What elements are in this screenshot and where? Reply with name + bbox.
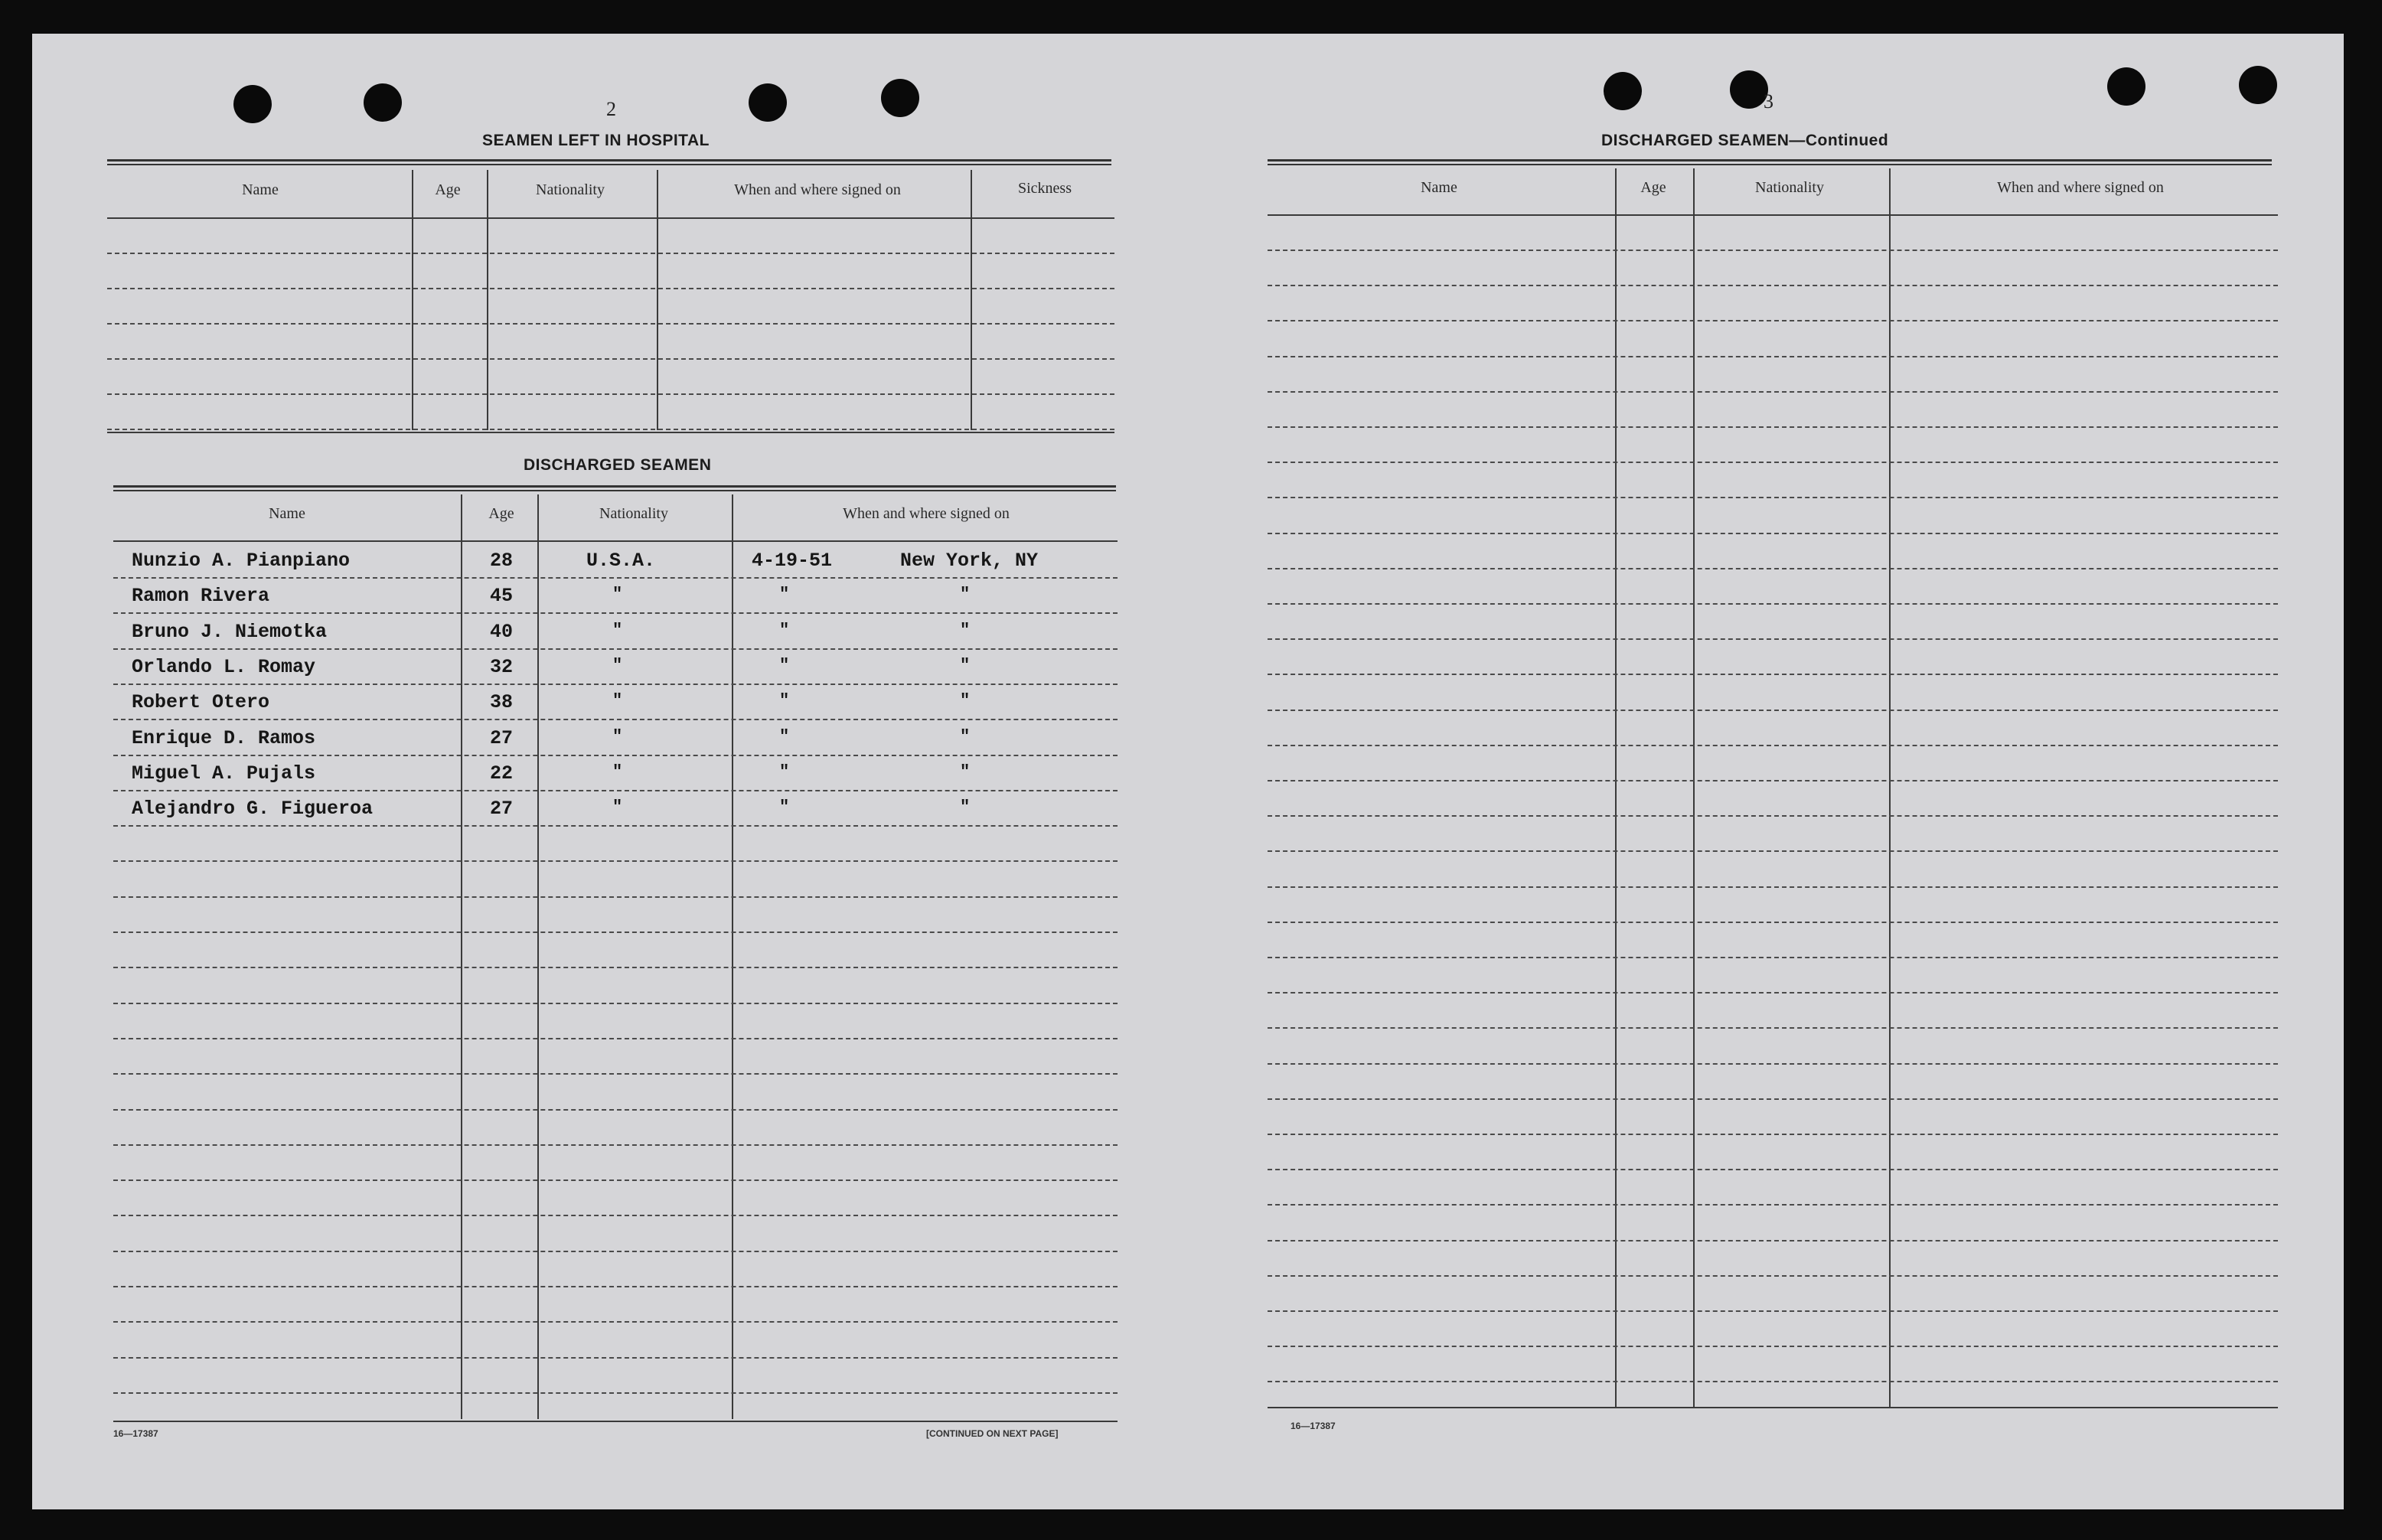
row-line [113,648,1118,650]
row-line [1268,850,2278,852]
row-line [113,932,1118,933]
header-underline [113,540,1118,542]
discharged-bottom-rule [113,1421,1118,1422]
punch-hole [2107,67,2145,106]
row-line [1268,1346,2278,1347]
punch-hole [1604,72,1642,110]
row-line [107,253,1114,254]
row-line [1268,1134,2278,1135]
row-line [113,860,1118,862]
row-line [113,1038,1118,1039]
row-line [113,1003,1118,1004]
column-header-name: Name [1421,179,1457,196]
column-divider [461,494,462,1419]
seaman-age: 28 [490,550,514,572]
row-line [1268,1098,2278,1100]
row-line [1268,533,2278,534]
row-line [113,1179,1118,1181]
right-bottom-rule [1268,1407,2278,1408]
row-line [1268,1310,2278,1312]
column-header-sickness: Sickness [1018,180,1072,197]
row-line [1268,320,2278,321]
seaman-nationality: " [612,585,623,604]
column-divider [732,494,733,1419]
row-line [1268,1063,2278,1065]
row-line [1268,957,2278,958]
row-line [1268,992,2278,993]
column-header-signed-on: When and where signed on [1997,179,2164,196]
row-line [1268,674,2278,675]
row-line [107,288,1114,289]
signed-on-date: " [779,798,790,817]
row-line [1268,780,2278,781]
signed-on-place: " [960,762,971,781]
row-line [1268,886,2278,888]
row-line [1268,1027,2278,1029]
column-divider [412,170,413,430]
seaman-nationality: " [612,656,623,675]
row-line [1268,1169,2278,1170]
row-line [113,825,1118,827]
hospital-top-rule [107,159,1111,165]
discharged-top-rule [113,485,1116,491]
seaman-age: 27 [490,798,514,820]
row-line [1268,426,2278,428]
signed-on-date: 4-19-51 [752,550,833,572]
row-line [1268,638,2278,640]
column-header-nationality: Nationality [599,505,668,522]
row-line [113,1109,1118,1111]
discharged-section-title: DISCHARGED SEAMEN [524,456,712,474]
header-underline [1268,214,2278,216]
row-line [1268,710,2278,711]
row-line [107,358,1114,360]
row-line [1268,497,2278,498]
row-line [1268,250,2278,251]
seaman-name: Orlando L. Romay [132,656,316,678]
signed-on-place: " [960,585,971,604]
row-line [1268,1381,2278,1382]
seaman-nationality: " [612,798,623,817]
row-line [1268,603,2278,605]
row-line [1268,1204,2278,1206]
seaman-name: Enrique D. Ramos [132,727,316,749]
row-line [113,790,1118,791]
seaman-nationality: " [612,621,623,640]
seaman-age: 45 [490,585,514,607]
row-line [113,719,1118,720]
column-header-signed-on: When and where signed on [843,505,1010,522]
seaman-name: Ramon Rivera [132,585,270,607]
column-divider [1889,168,1891,1407]
seaman-age: 27 [490,727,514,749]
row-line [1268,285,2278,286]
punch-hole [2239,66,2277,104]
row-line [1268,568,2278,569]
row-line [1268,391,2278,393]
punch-hole [881,79,919,117]
row-line [113,684,1118,685]
seaman-age: 32 [490,656,514,678]
signed-on-date: " [779,621,790,640]
row-line [113,1251,1118,1252]
punch-hole [749,83,787,122]
row-line [113,577,1118,579]
row-line [1268,1275,2278,1277]
seaman-name: Robert Otero [132,691,270,713]
row-line [113,1286,1118,1287]
seaman-name: Bruno J. Niemotka [132,621,328,643]
signed-on-place: " [960,656,971,675]
row-line [113,1144,1118,1146]
row-line [1268,356,2278,357]
punch-hole [364,83,402,122]
punch-hole [1730,70,1768,109]
column-divider [1615,168,1617,1407]
row-line [113,1073,1118,1075]
seaman-age: 22 [490,762,514,785]
column-header-nationality: Nationality [1755,179,1824,196]
signed-on-place: " [960,727,971,746]
row-line [1268,1240,2278,1241]
page-number: 2 [606,98,616,120]
signed-on-place: New York, NY [900,550,1039,572]
row-line [1268,815,2278,817]
row-line [113,612,1118,614]
seaman-nationality: " [612,691,623,710]
seaman-name: Alejandro G. Figueroa [132,798,374,820]
column-header-name: Name [269,505,305,522]
section-title-main: DISCHARGED SEAMEN [1601,132,1790,149]
signed-on-date: " [779,691,790,710]
column-header-age: Age [1640,179,1666,196]
right-top-rule [1268,159,2272,165]
row-line [107,429,1114,430]
seaman-nationality: U.S.A. [586,550,656,572]
row-line [113,896,1118,898]
continued-section-title [1601,132,1888,150]
row-line [113,755,1118,756]
signed-on-date: " [779,727,790,746]
row-line [107,323,1114,325]
header-underline [107,217,1114,219]
row-line [113,967,1118,968]
section-title-suffix: —Continued [1789,132,1889,149]
row-line [1268,922,2278,923]
column-divider [971,170,972,430]
column-divider [537,494,539,1419]
hospital-bottom-rule [107,432,1114,433]
row-line [1268,462,2278,463]
column-header-name: Name [242,181,279,198]
hospital-section-title: SEAMEN LEFT IN HOSPITAL [482,132,710,149]
seaman-age: 38 [490,691,514,713]
signed-on-date: " [779,762,790,781]
row-line [113,1392,1118,1394]
row-line [107,393,1114,395]
column-header-nationality: Nationality [536,181,605,198]
seaman-age: 40 [490,621,514,643]
row-line [1268,745,2278,746]
form-number: 16—17387 [1291,1421,1336,1431]
column-divider [657,170,658,430]
column-header-signed-on: When and where signed on [734,181,901,198]
signed-on-place: " [960,798,971,817]
column-header-age: Age [435,181,461,198]
continued-note: [CONTINUED ON NEXT PAGE] [926,1428,1059,1439]
seaman-name: Miguel A. Pujals [132,762,316,785]
seaman-name: Nunzio A. Pianpiano [132,550,351,572]
row-line [113,1357,1118,1359]
signed-on-date: " [779,585,790,604]
manifest-sheet [32,34,2344,1509]
column-header-age: Age [488,505,514,522]
seaman-nationality: " [612,727,623,746]
column-divider [487,170,488,430]
column-divider [1693,168,1695,1407]
punch-hole [233,85,272,123]
page-number: 3 [1764,90,1773,113]
signed-on-place: " [960,621,971,640]
row-line [113,1215,1118,1216]
form-number: 16—17387 [113,1428,158,1439]
seaman-nationality: " [612,762,623,781]
row-line [113,1321,1118,1323]
signed-on-date: " [779,656,790,675]
signed-on-place: " [960,691,971,710]
